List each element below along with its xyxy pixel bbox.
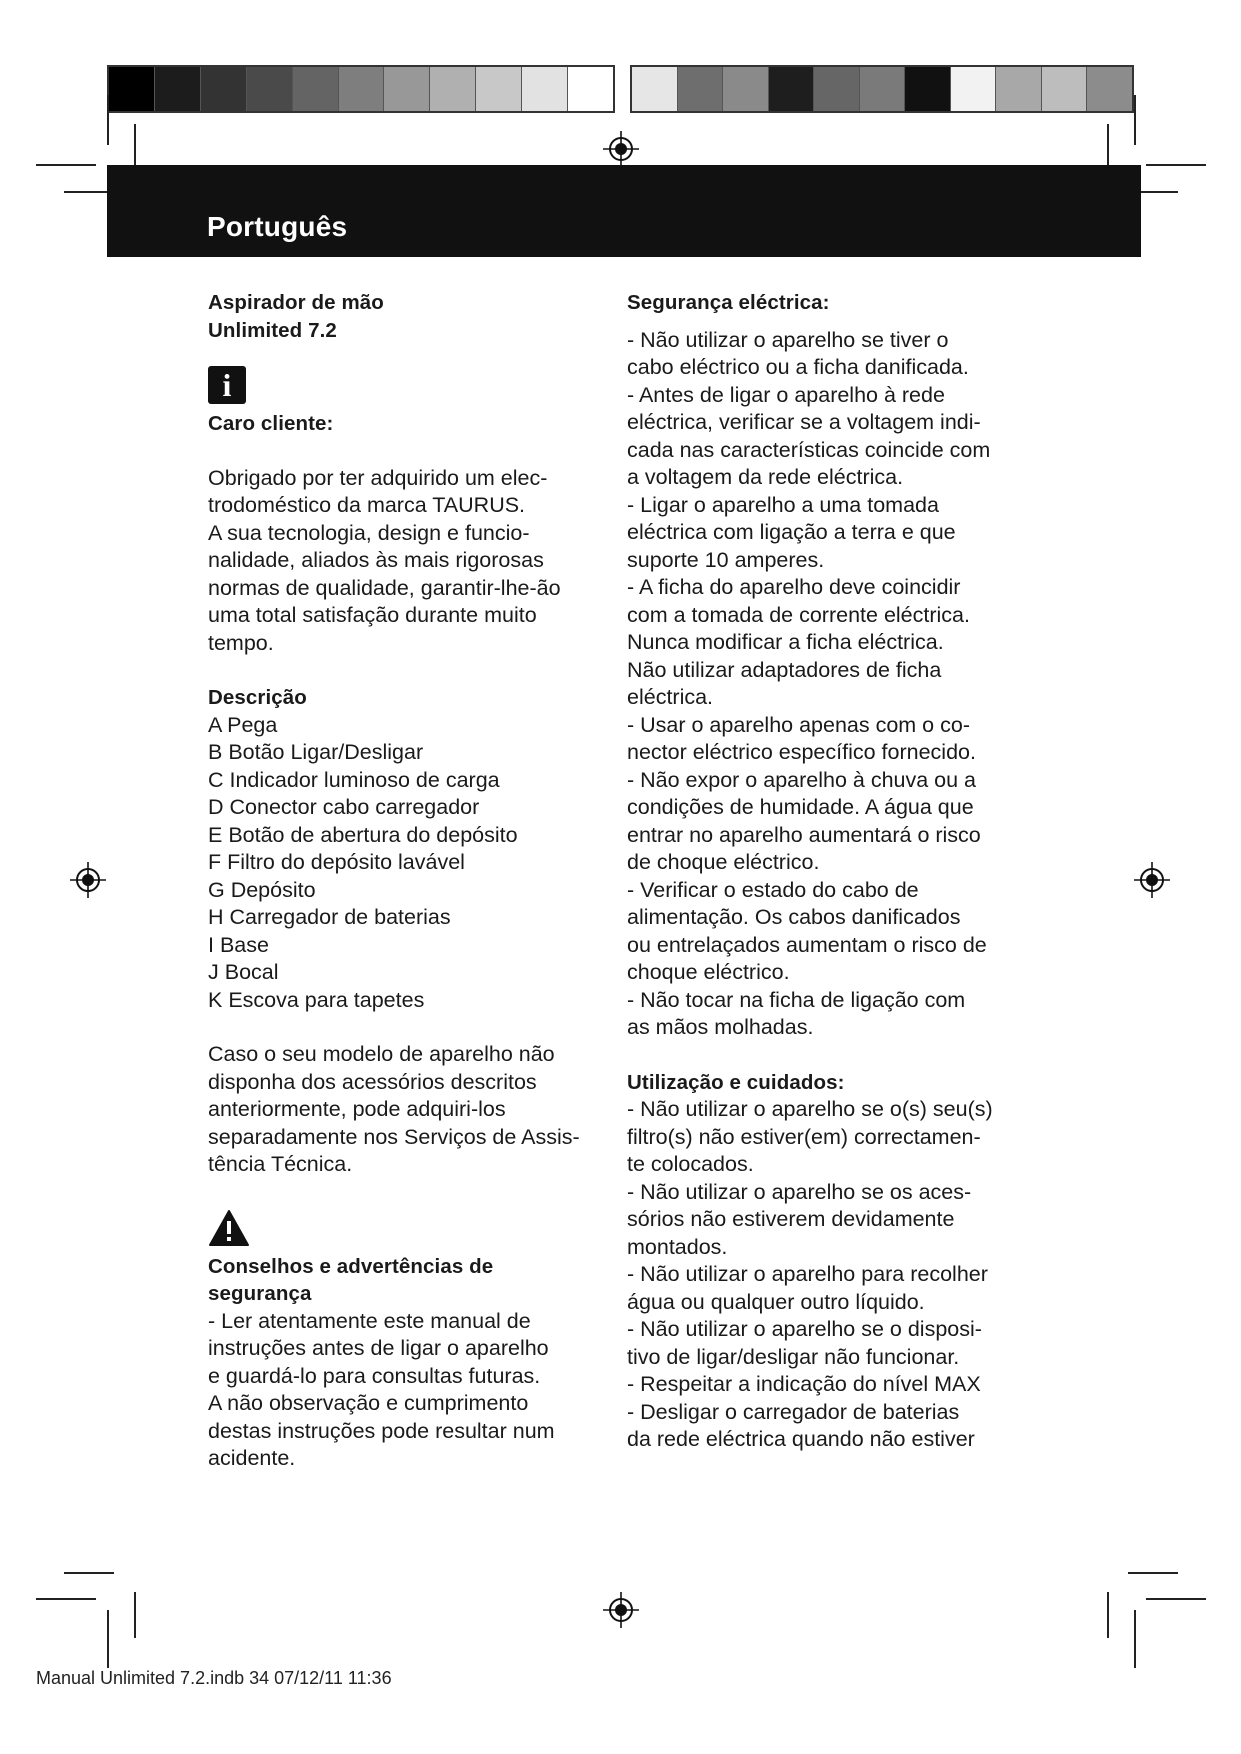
text-line: nector eléctrico específico fornecido. — [627, 740, 976, 764]
crop-mark — [1146, 164, 1206, 166]
crop-mark — [1128, 1572, 1178, 1574]
text-line: trodoméstico da marca TAURUS. — [208, 493, 526, 517]
crop-mark — [1134, 1610, 1136, 1668]
text-line: uma total satisfação durante muito — [208, 603, 537, 627]
text-line: montados. — [627, 1234, 728, 1259]
description-item: K Escova para tapetes — [208, 987, 425, 1012]
text-line: Caso o seu modelo de aparelho não — [208, 1042, 555, 1066]
left-column — [208, 289, 598, 1473]
right-column — [627, 289, 1019, 1454]
description-item: C Indicador luminoso de carga — [208, 767, 500, 792]
crop-mark — [107, 95, 109, 145]
text-line: - Não utilizar o aparelho se o(s) seu(s) — [627, 1097, 993, 1121]
calibration-swatch — [338, 67, 384, 111]
safety-paragraph — [208, 1308, 598, 1473]
calibration-swatch — [475, 67, 521, 111]
description-item: J Bocal — [208, 960, 279, 984]
text-line: - Ler atentamente este manual de — [208, 1308, 531, 1333]
text-line: filtro(s) não estiver(em) correctamen- — [627, 1124, 981, 1149]
crop-mark — [36, 164, 96, 166]
text-line: choque eléctrico. — [627, 960, 790, 984]
use-care-list — [627, 1096, 1019, 1454]
text-line: Não utilizar adaptadores de ficha — [627, 657, 942, 682]
crop-mark — [1146, 1598, 1206, 1600]
calibration-swatch — [995, 67, 1041, 111]
text-line: as mãos molhadas. — [627, 1015, 814, 1039]
text-line: - Antes de ligar o aparelho à rede — [627, 382, 945, 407]
calibration-swatch — [429, 67, 475, 111]
description-item: D Conector cabo carregador — [208, 795, 480, 819]
registration-target-icon — [1134, 862, 1170, 898]
text-line: suporte 10 amperes. — [627, 547, 825, 572]
calibration-swatch — [950, 67, 996, 111]
crop-mark — [36, 1598, 96, 1600]
text-line: eléctrica, verificar se a voltagem indi- — [627, 410, 981, 434]
text-line: - Usar o aparelho apenas com o co- — [627, 712, 970, 737]
description-item: I Base — [208, 932, 269, 957]
text-line: eléctrica. — [627, 685, 714, 709]
text-line: sórios não estiverem devidamente — [627, 1207, 955, 1231]
description-item: H Carregador de baterias — [208, 905, 451, 929]
text-line: - Verificar o estado do cabo de — [627, 877, 919, 902]
text-line: entrar no aparelho aumentará o risco — [627, 822, 981, 847]
text-line: disponha dos acessórios descritos — [208, 1069, 537, 1094]
calibration-swatch — [567, 67, 613, 111]
accessories-paragraph — [208, 1041, 598, 1179]
calibration-swatch — [904, 67, 950, 111]
description-item: F Filtro do depósito lavável — [208, 850, 465, 874]
calibration-swatch — [1041, 67, 1087, 111]
calibration-swatch — [677, 67, 723, 111]
language-header-band — [107, 165, 1141, 257]
registration-target-icon — [603, 1592, 639, 1628]
text-line: a voltagem da rede eléctrica. — [627, 465, 904, 489]
description-heading: Descrição — [208, 686, 307, 709]
use-care-heading: Utilização e cuidados: — [627, 1070, 845, 1094]
calibration-swatch — [246, 67, 292, 111]
calibration-swatch — [813, 67, 859, 111]
electrical-safety-list — [627, 327, 1019, 1042]
calibration-swatch — [383, 67, 429, 111]
description-item: A Pega — [208, 712, 278, 737]
text-line: da rede eléctrica quando não estiver — [627, 1427, 975, 1451]
text-line: eléctrica com ligação a terra e que — [627, 520, 956, 544]
color-calibration-bar-right — [630, 65, 1134, 113]
text-line: separadamente nos Serviços de Assis- — [208, 1124, 580, 1149]
text-line: - Não utilizar o aparelho para recolher — [627, 1262, 988, 1286]
calibration-swatch — [1086, 67, 1132, 111]
text-line: de choque eléctrico. — [627, 850, 820, 874]
calibration-swatch — [859, 67, 905, 111]
product-title-line-1: Aspirador de mão — [208, 291, 384, 314]
text-line: destas instruções pode resultar num — [208, 1418, 555, 1443]
text-line: - Ligar o aparelho a uma tomada — [627, 492, 939, 517]
description-item: E Botão de abertura do depósito — [208, 822, 518, 847]
text-line: - Não utilizar o aparelho se o disposi- — [627, 1317, 982, 1341]
text-line: - Respeitar a indicação do nível MAX — [627, 1372, 981, 1396]
registration-target-icon — [70, 862, 106, 898]
electrical-safety-heading: Segurança eléctrica: — [627, 291, 830, 314]
text-line: - Não expor o aparelho à chuva ou a — [627, 767, 977, 792]
safety-heading: Conselhos e advertências de segurança — [208, 1254, 494, 1305]
registration-target-icon — [603, 131, 639, 167]
crop-mark — [64, 1572, 114, 1574]
text-line: normas de qualidade, garantir-lhe-ão — [208, 575, 561, 600]
info-icon: i — [208, 366, 246, 404]
print-slug: Manual Unlimited 7.2.indb 34 07/12/11 11:36 — [36, 1668, 392, 1688]
text-line: tência Técnica. — [208, 1152, 353, 1176]
calibration-swatch — [768, 67, 814, 111]
text-line: alimentação. Os cabos danificados — [627, 905, 961, 929]
calibration-swatch — [109, 67, 154, 111]
text-line: água ou qualquer outro líquido. — [627, 1289, 925, 1314]
calibration-swatch — [154, 67, 200, 111]
text-line: ou entrelaçados aumentam o risco de — [627, 932, 987, 957]
language-title: Português — [207, 211, 348, 242]
text-line: cabo eléctrico ou a ficha danificada. — [627, 355, 969, 379]
crop-mark — [107, 1610, 109, 1668]
text-line: acidente. — [208, 1446, 296, 1470]
text-line: tempo. — [208, 630, 274, 655]
crop-mark — [134, 1592, 136, 1638]
text-line: nalidade, aliados às mais rigorosas — [208, 548, 544, 572]
text-line: te colocados. — [627, 1152, 754, 1176]
calibration-swatch — [292, 67, 338, 111]
text-line: - Não utilizar o aparelho se os aces- — [627, 1179, 972, 1204]
text-line: cada nas características coincide com — [627, 437, 991, 462]
description-list — [208, 712, 598, 1015]
text-line: instruções antes de ligar o aparelho — [208, 1336, 549, 1360]
warning-icon — [208, 1209, 250, 1247]
description-item: B Botão Ligar/Desligar — [208, 740, 424, 764]
intro-paragraph — [208, 465, 598, 658]
crop-mark — [1107, 1592, 1109, 1638]
text-line: - Desligar o carregador de baterias — [627, 1399, 960, 1424]
text-line: A não observação e cumprimento — [208, 1391, 529, 1415]
color-calibration-bar-left — [107, 65, 615, 113]
crop-mark — [1107, 124, 1109, 170]
text-line: e guardá-lo para consultas futuras. — [208, 1363, 541, 1388]
text-line: - A ficha do aparelho deve coincidir — [627, 575, 961, 599]
text-line: - Não utilizar o aparelho se tiver o — [627, 327, 949, 352]
description-item: G Depósito — [208, 877, 316, 902]
text-line: condições de humidade. A água que — [627, 795, 974, 819]
calibration-swatch — [521, 67, 567, 111]
text-line: A sua tecnologia, design e funcio- — [208, 520, 530, 545]
dear-customer-heading: Caro cliente: — [208, 412, 334, 435]
text-line: anteriormente, pode adquiri-los — [208, 1097, 506, 1121]
crop-mark — [134, 124, 136, 170]
text-line: - Não tocar na ficha de ligação com — [627, 987, 966, 1012]
product-title-line-2: Unlimited 7.2 — [208, 318, 337, 342]
crop-mark — [1134, 95, 1136, 145]
calibration-swatch — [632, 67, 677, 111]
text-line: tivo de ligar/desligar não funcionar. — [627, 1344, 960, 1369]
calibration-swatch — [722, 67, 768, 111]
text-line: Nunca modificar a ficha eléctrica. — [627, 630, 944, 654]
text-line: Obrigado por ter adquirido um elec- — [208, 465, 548, 490]
text-line: com a tomada de corrente eléctrica. — [627, 602, 970, 627]
calibration-swatch — [200, 67, 246, 111]
